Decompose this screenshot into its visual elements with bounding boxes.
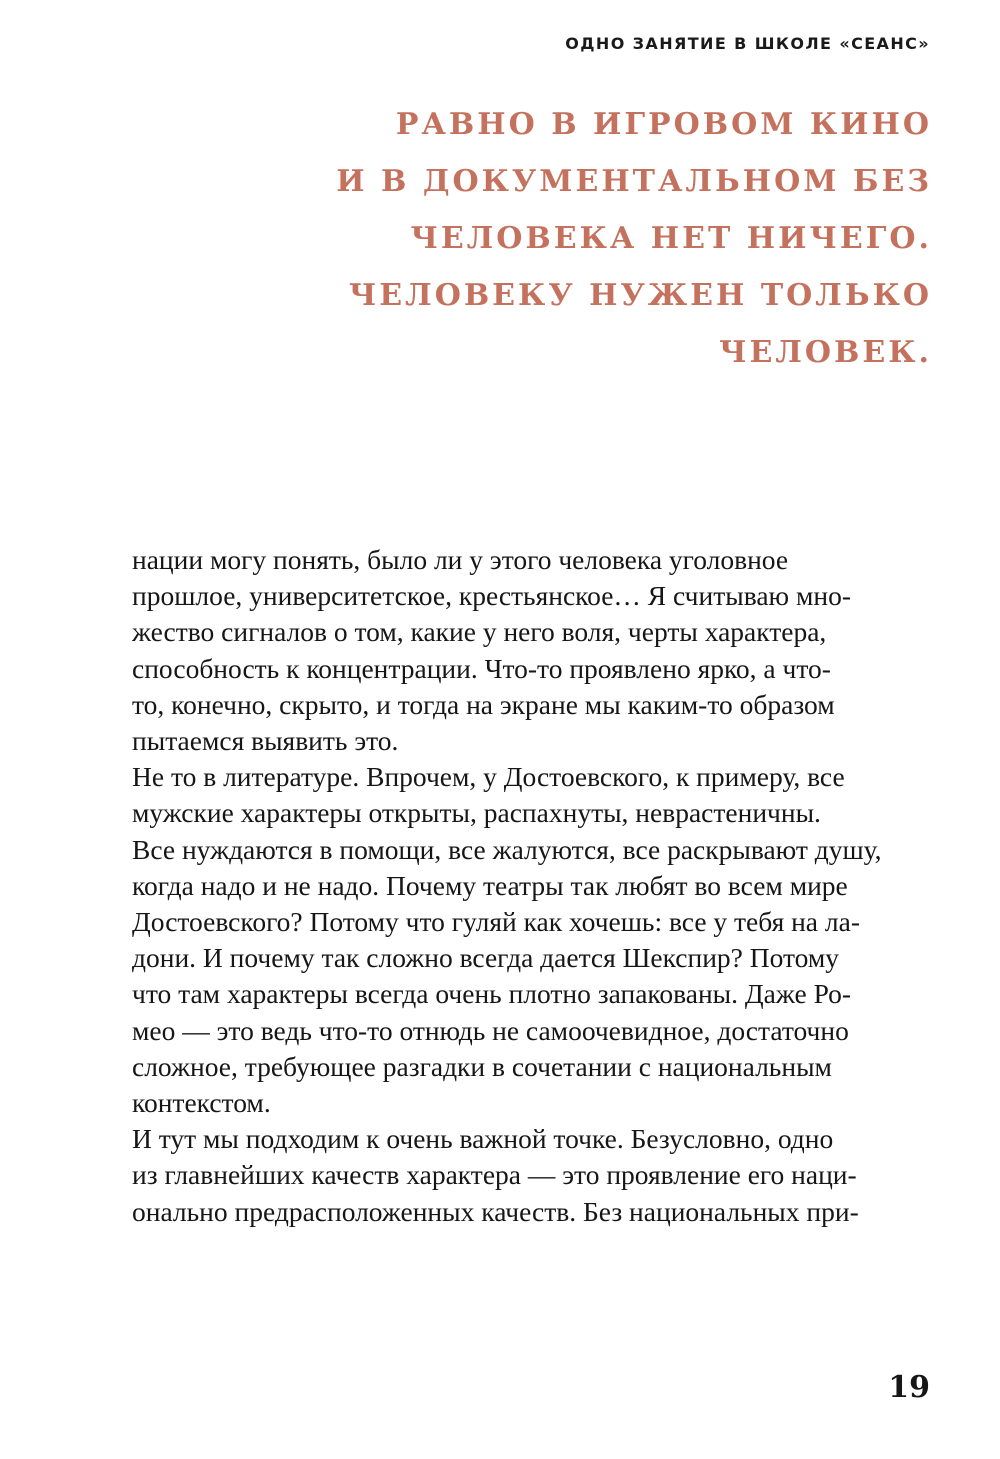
body-line: пытаемся выявить это. — [132, 725, 399, 757]
body-line: прошлое, университетское, крестьянское… Я считываю мно- — [132, 580, 851, 612]
pull-quote-line: И В ДОКУМЕНТАЛЬНОМ БЕЗ — [336, 164, 932, 199]
body-line: сложное, требующее разгадки в сочетании с национальным — [132, 1050, 832, 1082]
pull-quote — [232, 96, 932, 381]
body-line: Не то в литературе. Впрочем, у Достоевского, к примеру, все — [132, 761, 845, 793]
body-line: Достоевского? Потому что гуляй как хочешь: все у тебя на ла- — [132, 906, 860, 938]
body-line: мео — это ведь что-то отнюдь не самоочевидное, достаточно — [132, 1014, 849, 1046]
body-line: то, конечно, скрыто, и тогда на экране мы каким-то образом — [132, 688, 835, 720]
body-line: дони. И почему так сложно всегда дается Шекспир? Потому — [132, 942, 840, 974]
page-number: 19 — [888, 1370, 930, 1405]
body-line: из главнейших качеств характера — это проявление его нaци- — [132, 1159, 857, 1191]
body-line: что там характеры всегда очень плотно запакованы. Даже Ро- — [132, 978, 852, 1010]
running-head: ОДНО ЗАНЯТИЕ В ШКОЛЕ «СЕАНС» — [565, 34, 930, 53]
pull-quote-line: ЧЕЛОВЕКУ НУЖЕН ТОЛЬКО — [348, 278, 932, 313]
body-line: когда надо и не надо. Почему театры так любят во всем мире — [132, 869, 848, 901]
pull-quote-line: ЧЕЛОВЕК. — [719, 335, 932, 370]
body-line: жество сигналов о том, какие у него воля, черты характера, — [132, 616, 827, 648]
body-line: нации могу понять, было ли у этого человека уголовное — [132, 544, 789, 575]
body-line: онально предрасположенных качеств. Без национальных при- — [132, 1195, 859, 1227]
body-text — [132, 542, 932, 1230]
body-line: И тут мы подходим к очень важной точке. Безусловно, одно — [132, 1123, 834, 1155]
body-line: способность к концентрации. Что-то проявлено ярко, а что- — [132, 652, 831, 684]
pull-quote-line: ЧЕЛОВЕКА НЕТ НИЧЕГО. — [410, 221, 932, 256]
body-line: Все нуждаются в помощи, все жалуются, все раскрывают душу, — [132, 833, 882, 865]
pull-quote-line: РАВНО В ИГРОВОМ КИНО — [395, 107, 932, 142]
body-line: контекстом. — [132, 1087, 271, 1119]
body-line: мужские характеры открыты, распахнуты, неврастеничны. — [132, 797, 821, 829]
